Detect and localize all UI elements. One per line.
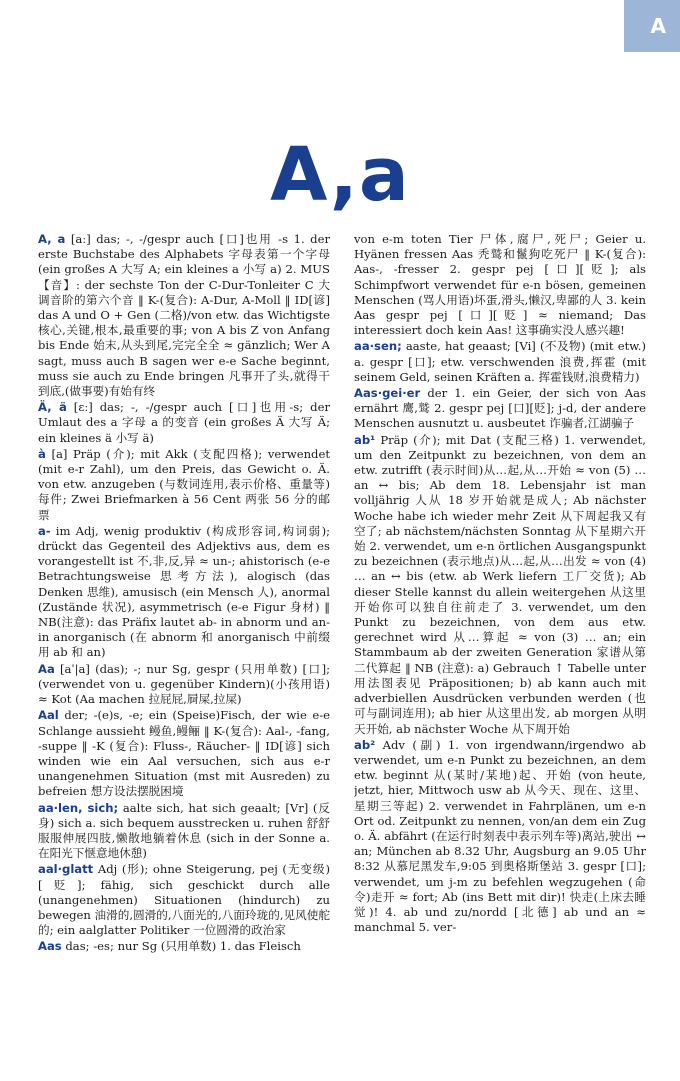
dictionary-entry — [38, 524, 330, 661]
entry-headword: ab² — [354, 737, 376, 752]
entry-definition: aaste, hat geaast; [Vi] (不及物) (mit etw.) a. gespr [口]; etw. verschwenden 浪费,挥霍 (mit seinem Geld, seinen Kräften a. 挥霍钱财,浪费精力) — [354, 339, 646, 384]
dictionary-entry — [354, 339, 646, 385]
entry-headword: aal·glatt — [38, 862, 94, 877]
dictionary-entry — [38, 232, 330, 399]
entry-definition: [aˈ|a] (das); -; nur Sg, gespr (只用单数) [口]; (verwendet von u. gegenüber Kindern)(小孩用语) ≈ Kot (Aa machen 拉屁屁,屙屎,拉屎) — [38, 661, 330, 707]
entry-headword: Aal — [38, 708, 59, 723]
entry-headword: Aa — [38, 661, 55, 676]
dictionary-entry — [38, 447, 330, 523]
entry-definition: von e-m toten Tier 尸体,腐尸,死尸; Geier u. Hyänen fressen Aas 秃鹫和鬣狗吃死尸 ‖ K-(复合): Aas-, -fresser 2. gespr pej [口][贬]; als Schimpfwort verwendet für e-n bösen, gemeinen Menschen (骂人用语)坏蛋,滑头,懒汉,卑鄙的人 3. kein Aas gespr pej [口][贬] ≈ niemand; Das interessiert doch kein Aas! 这事确实没人感兴趣! — [354, 232, 646, 338]
page-title: A,a — [270, 132, 410, 218]
dictionary-entry — [38, 662, 330, 708]
section-letter: A — [650, 14, 666, 38]
left-column — [38, 232, 330, 1068]
entry-headword: Aas·gei·er — [354, 386, 421, 401]
entry-definition: [ɛː] das; -, -/gespr auch [口]也用-s; der Umlaut des a 字母 a 的变音 (ein großes Ä 大写 Ä; ein kleines ä 小写 ä) — [38, 400, 330, 445]
entry-definition: [aː] das; -, -/gespr auch [口]也用 -s 1. der erste Buchstabe des Alphabets 字母表第一个字母 (ein großes A 大写 A; ein kleines a 小写 a) 2. MUS【音】: der sechste Ton der C-Dur-Tonleiter C 大调音阶的第六个音 ‖ K-(复合): A-Dur, A-Moll ‖ ID[谚] das A und O + Gen (二格)/von etw. das Wichtigste 核心,关键,根本,最重要的事; von A bis Z von Anfang bis Ende 始末,从头到尾,完完全全 ≈ gänzlich; Wer A sagt, muss auch B sagen wer e-e Sache beginnt, muss sie auch zu Ende bringen 凡事开了头,就得干到底,(做事要)有始有终 — [38, 232, 330, 399]
dictionary-entry — [38, 862, 330, 938]
entry-definition: im Adj, wenig produktiv (构成形容词,构词弱); drückt das Gegenteil des Adjektivs aus, dem es vorangestellt ist 不,非,反,异 ≈ un-; ahistorisch (e-e Betrachtungsweise 思考方法), alogisch (das Denken 思维), amusisch (ein Mensch 人), anormal (Zustände 状况), asymmetrisch (e-e Figur 身材) ‖ NB(注意): das Präfix lautet ab- in abnorm und an- in anorganisch (在 abnorm 和 anorganisch 中前缀用 ab 和 an) — [38, 523, 330, 660]
entry-definition: Adv (副) 1. von irgendwann/irgendwo ab verwendet, um e-n Punkt zu bezeichnen, an dem etw. beginnt 从(某时/某地)起、开始 (von heute, jetzt, hier, Mittwoch usw ab 从今天、现在、这里、星期三等起) 2. verwendet in Fahrplänen, um e-n Ort od. Zeitpunkt zu nennen, von/an dem ein Zug o. Ä. abfährt (在运行时刻表中表示列车等)离站,驶出 ↔ an; München ab 8.32 Uhr, Augsburg an 9.05 Uhr 8:32 从慕尼黑发车,9:05 到奥格斯堡站 3. gespr [口]; verwendet, um j-m zu befehlen wegzugehen (命令)走开 ≈ fort; Ab (ins Bett mit dir)! 快走(上床去睡觉)! 4. ab und zu/nordd [北德] ab und an ≈ manchmal 5. ver- — [354, 737, 646, 935]
entry-headword: aa·sen; — [354, 339, 402, 354]
dictionary-entry — [38, 939, 330, 954]
entry-headword: Aas — [38, 939, 62, 954]
section-letter-tab — [624, 0, 680, 52]
entry-headword: aa·len, sich; — [38, 800, 119, 815]
entry-definition: Präp (介); mit Dat (支配三格) 1. verwendet, um den Zeitpunkt zu bezeichnen, von dem an etw. zutrifft (表示时间)从…起,从…开始 ≈ von (5) … an ↔ bis; Ab dem 18. Lebensjahr ist man volljährig 人从 18 岁开始就是成人; Ab nächster Woche habe ich wieder mehr Zeit 从下周起我又有空了; ab nächstem/nächsten Sonntag 从下星期六开始 2. verwendet, um e-n örtlichen Ausgangspunkt zu bezeichnen (表示地点)从…起,从…出发 ≈ von (4) … an ↔ bis (etw. ab Werk liefern 工厂交货); Ab dieser Stelle kannst du allein weitergehen 从这里开始你可以独自往前走了 3. verwendet, um den Punkt zu bezeichnen, von dem aus etw. gerechnet wird 从…算起 ≈ von (3) … an; ein Stammbaum ab der zweiten Generation 家谱从第二代算起 ‖ NB (注意): a) Gebrauch ↑ Tabelle unter 用法图表见 Präpositionen; b) ab kann auch mit adverbiellen Ausdrücken verbunden werden (也可与副词连用); ab hier 从这里出发, ab morgen 从明天开始, ab nächster Woche 从下周开始 — [354, 432, 646, 736]
entry-headword: A, a — [38, 232, 66, 246]
dictionary-columns — [38, 232, 646, 1068]
entry-headword: ab¹ — [354, 432, 376, 447]
entry-definition: das; -es; nur Sg (只用单数) 1. das Fleisch — [65, 939, 301, 954]
entry-headword: Ä, ä — [38, 400, 67, 415]
entry-definition: der; -(e)s, -e; ein (Speise)Fisch, der wie e-e Schlange aussieht 鳗鱼,鳗鲡 ‖ K-(复合): Aal-, -fang, -suppe ‖ -K (复合): Fluss-, Räucher- ‖ ID[谚] sich winden wie ein Aal versuchen, sich aus e-r unangenehmen Situation (mst mit Ausreden) zu befreien 想方设法摆脱困境 — [38, 708, 330, 799]
right-column — [354, 232, 646, 1068]
dictionary-entry — [354, 386, 646, 432]
entry-headword: a- — [38, 523, 51, 538]
entry-headword: à — [38, 446, 46, 461]
dictionary-entry — [38, 400, 330, 446]
dictionary-entry — [354, 232, 646, 338]
entry-definition: [a] Präp (介); mit Akk (支配四格); verwendet (mit e-r Zahl), um den Preis, das Gewicht o. Ä. von etw. anzugeben (与数词连用,表示价格、重量等)每件; Zwei Briefmarken à 56 Cent 两张 56 分的邮票 — [38, 446, 330, 522]
dictionary-entry — [354, 433, 646, 737]
dictionary-entry — [38, 708, 330, 799]
entry-definition: aalte sich, hat sich geaalt; [Vr] (反身) sich a. sich bequem ausstrecken u. ruhen 舒舒服服伸展四肢,懒散地躺着休息 (sich in der Sonne a. 在阳光下惬意地休憩) — [38, 800, 330, 861]
entry-definition: Adj (形); ohne Steigerung, pej (无变级)[贬]; fähig, sich geschickt durch alle (unangenehmen) Situationen (hindurch) zu bewegen 油滑的,圆滑的,八面光的,八面玲珑的,见风使舵的; ein aalglatter Politiker 一位圆滑的政治家 — [38, 862, 330, 938]
dictionary-entry — [354, 738, 646, 936]
dictionary-entry — [38, 801, 330, 862]
entry-definition: der 1. ein Geier, der sich von Aas ernährt 鹰,鹫 2. gespr pej [口][贬]; j-d, der andere Menschen ausnutzt u. ausbeutet 诈骗者,江湖骗子 — [354, 386, 646, 431]
